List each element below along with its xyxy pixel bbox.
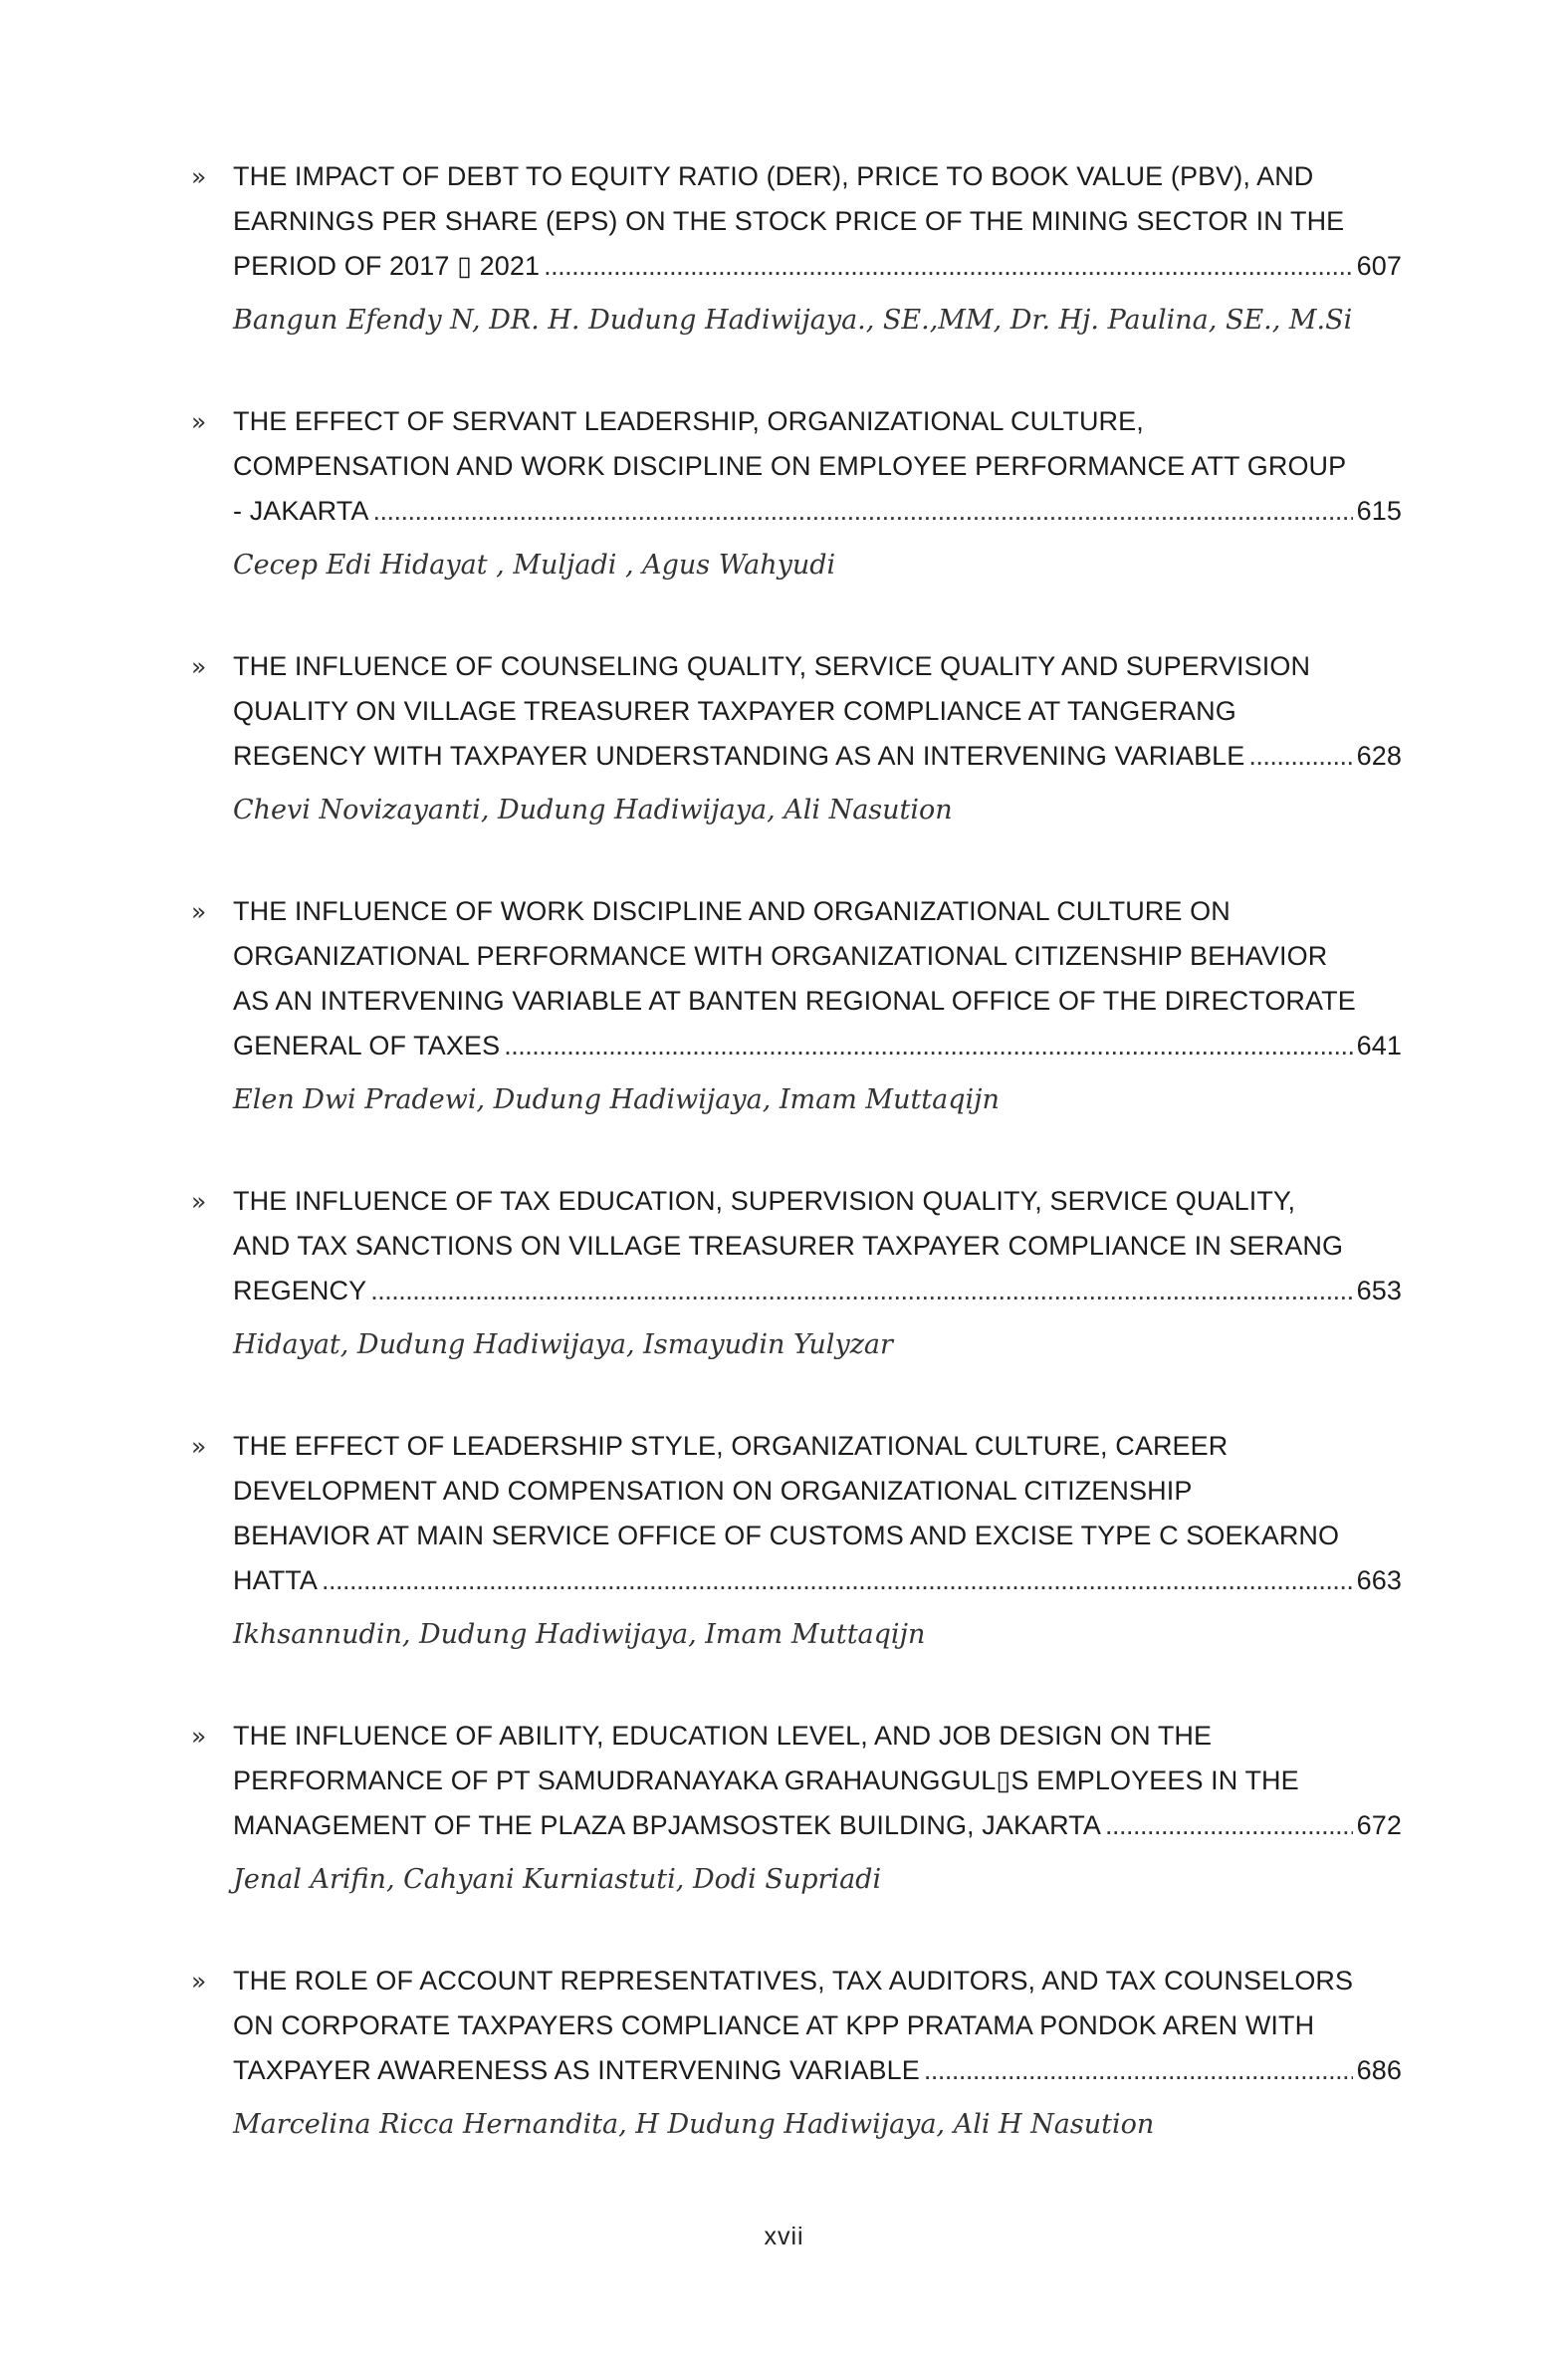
title-line: THE IMPACT OF DEBT TO EQUITY RATIO (DER), PRICE TO BOOK VALUE (PBV), AND	[233, 161, 1314, 191]
page-number[interactable]: 607	[1356, 251, 1402, 281]
page-number[interactable]: 628	[1356, 741, 1402, 771]
entry-authors: Ikhsannudin, Dudung Hadiwijaya, Imam Muttaqijn	[233, 1619, 926, 1650]
title-line-text: MANAGEMENT OF THE PLAZA BPJAMSOSTEK BUILDING, JAKARTA	[233, 1810, 1101, 1840]
page-number[interactable]: 641	[1356, 1031, 1402, 1060]
toc-entry[interactable]	[0, 1959, 1568, 2145]
title-line: EARNINGS PER SHARE (EPS) ON THE STOCK PRICE OF THE MINING SECTOR IN THE	[233, 206, 1345, 236]
title-line-last	[233, 1269, 1402, 1313]
title-line-text: - JAKARTA	[233, 496, 369, 526]
dot-leader	[370, 1269, 1352, 1313]
entry-title[interactable]	[233, 399, 1402, 534]
toc-entry[interactable]	[0, 154, 1568, 341]
title-line-last	[233, 2048, 1402, 2093]
entry-title[interactable]	[233, 154, 1402, 289]
title-line-text: TAXPAYER AWARENESS AS INTERVENING VARIABLE	[233, 2055, 920, 2085]
page-number[interactable]: 653	[1356, 1276, 1402, 1305]
title-line: AS AN INTERVENING VARIABLE AT BANTEN REGIONAL OFFICE OF THE DIRECTORATE	[233, 986, 1356, 1016]
title-line-text: GENERAL OF TAXES	[233, 1031, 501, 1060]
title-line-text: REGENCY	[233, 1276, 367, 1305]
dot-leader	[322, 1558, 1353, 1603]
title-line-last	[233, 1558, 1402, 1603]
title-line: QUALITY ON VILLAGE TREASURER TAXPAYER COMPLIANCE AT TANGERANG	[233, 696, 1236, 726]
title-line: THE EFFECT OF LEADERSHIP STYLE, ORGANIZATIONAL CULTURE, CAREER	[233, 1431, 1229, 1461]
entry-authors: Elen Dwi Pradewi, Dudung Hadiwijaya, Imam Muttaqijn	[233, 1084, 1000, 1115]
title-line: THE INFLUENCE OF COUNSELING QUALITY, SERVICE QUALITY AND SUPERVISION	[233, 651, 1311, 681]
dot-leader	[1248, 734, 1352, 779]
title-line: AND TAX SANCTIONS ON VILLAGE TREASURER TAXPAYER COMPLIANCE IN SERANG	[233, 1231, 1344, 1261]
title-line-last	[233, 489, 1402, 534]
title-line: ON CORPORATE TAXPAYERS COMPLIANCE AT KPP PRATAMA PONDOK AREN WITH	[233, 2010, 1315, 2040]
bullet-marker: »	[191, 407, 207, 436]
title-line: THE INFLUENCE OF TAX EDUCATION, SUPERVISION QUALITY, SERVICE QUALITY,	[233, 1186, 1296, 1216]
entry-title[interactable]	[233, 1714, 1402, 1848]
bullet-marker: »	[191, 897, 207, 926]
table-of-contents	[0, 154, 1568, 2204]
dot-leader	[504, 1024, 1352, 1068]
title-line: THE INFLUENCE OF WORK DISCIPLINE AND ORGANIZATIONAL CULTURE ON	[233, 896, 1231, 926]
title-line-last	[233, 1803, 1402, 1848]
toc-entry[interactable]	[0, 889, 1568, 1120]
dot-leader	[544, 244, 1353, 289]
title-line: COMPENSATION AND WORK DISCIPLINE ON EMPLOYEE PERFORMANCE ATT GROUP	[233, 451, 1347, 481]
bullet-marker: »	[191, 1722, 207, 1751]
bullet-marker: »	[191, 1432, 207, 1461]
entry-authors: Bangun Efendy N, DR. H. Dudung Hadiwijaya., SE.,MM, Dr. Hj. Paulina, SE., M.Si	[233, 305, 1353, 336]
title-line: PERFORMANCE OF PT SAMUDRANAYAKA GRAHAUNGGUL▯S EMPLOYEES IN THE	[233, 1765, 1299, 1795]
title-line-last	[233, 734, 1402, 779]
entry-title[interactable]	[233, 1179, 1402, 1313]
title-line: THE INFLUENCE OF ABILITY, EDUCATION LEVEL, AND JOB DESIGN ON THE	[233, 1721, 1213, 1751]
entry-authors: Jenal Arifin, Cahyani Kurniastuti, Dodi Supriadi	[233, 1864, 882, 1895]
entry-title[interactable]	[233, 889, 1402, 1068]
title-line-text: PERIOD OF 2017 ▯ 2021	[233, 251, 541, 281]
bullet-marker: »	[191, 652, 207, 681]
title-line-last	[233, 244, 1402, 289]
entry-title[interactable]	[233, 1959, 1402, 2093]
entry-authors: Chevi Novizayanti, Dudung Hadiwijaya, Ali Nasution	[233, 795, 953, 825]
toc-entry[interactable]	[0, 1424, 1568, 1655]
entry-title[interactable]	[233, 644, 1402, 779]
toc-entry[interactable]	[0, 399, 1568, 586]
toc-entry[interactable]	[0, 644, 1568, 830]
title-line: DEVELOPMENT AND COMPENSATION ON ORGANIZATIONAL CITIZENSHIP	[233, 1476, 1193, 1506]
page-folio: xvii	[764, 2223, 804, 2250]
entry-authors: Cecep Edi Hidayat , Muljadi , Agus Wahyudi	[233, 550, 836, 581]
dot-leader	[372, 489, 1352, 534]
dot-leader	[1105, 1803, 1353, 1848]
bullet-marker: »	[191, 1187, 207, 1216]
title-line: BEHAVIOR AT MAIN SERVICE OFFICE OF CUSTOMS AND EXCISE TYPE C SOEKARNO	[233, 1521, 1340, 1550]
page-number[interactable]: 663	[1356, 1565, 1402, 1595]
toc-entry[interactable]	[0, 1714, 1568, 1900]
title-line-last	[233, 1024, 1402, 1068]
title-line: ORGANIZATIONAL PERFORMANCE WITH ORGANIZATIONAL CITIZENSHIP BEHAVIOR	[233, 941, 1328, 971]
bullet-marker: »	[191, 162, 207, 191]
dot-leader	[924, 2048, 1353, 2093]
title-line-text: REGENCY WITH TAXPAYER UNDERSTANDING AS AN INTERVENING VARIABLE	[233, 741, 1245, 771]
page-number[interactable]: 686	[1356, 2055, 1402, 2085]
entry-authors: Marcelina Ricca Hernandita, H Dudung Hadiwijaya, Ali H Nasution	[233, 2109, 1155, 2140]
title-line-text: HATTA	[233, 1565, 318, 1595]
bullet-marker: »	[191, 1967, 207, 1996]
toc-entry[interactable]	[0, 1179, 1568, 1365]
entry-authors: Hidayat, Dudung Hadiwijaya, Ismayudin Yulyzar	[233, 1329, 893, 1360]
title-line: THE EFFECT OF SERVANT LEADERSHIP, ORGANIZATIONAL CULTURE,	[233, 406, 1144, 436]
page-number[interactable]: 615	[1356, 496, 1402, 526]
title-line: THE ROLE OF ACCOUNT REPRESENTATIVES, TAX AUDITORS, AND TAX COUNSELORS	[233, 1966, 1354, 1996]
page-number[interactable]: 672	[1356, 1810, 1402, 1840]
entry-title[interactable]	[233, 1424, 1402, 1603]
